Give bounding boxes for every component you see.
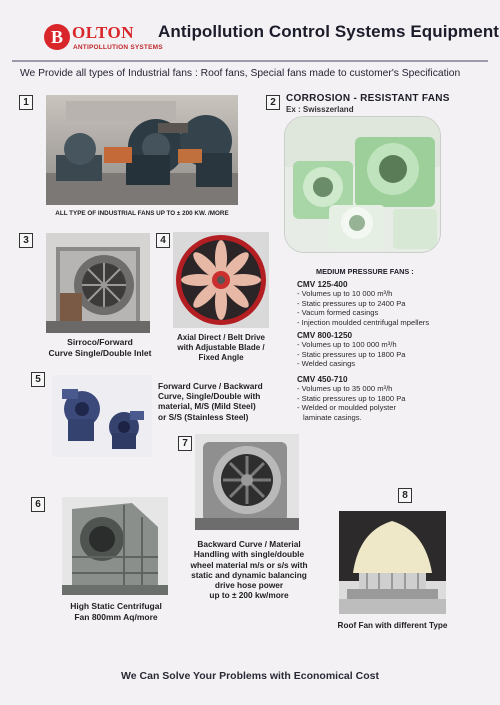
section-number-5: 5 [31, 372, 45, 387]
high-static-fan-photo [62, 497, 168, 595]
section-5-caption-line: or S/S (Stainless Steel) [158, 411, 249, 422]
header-divider [12, 60, 488, 62]
spec-line: - Volumes up to 35 000 m³/h [297, 384, 393, 393]
spec-model-name: CMV 800-1250 [297, 331, 353, 340]
section-5-caption [158, 381, 288, 422]
section-7-caption-line: Backward Curve / Material [197, 539, 301, 549]
medium-pressure-title: MEDIUM PRESSURE FANS : [316, 267, 414, 276]
section-5-caption-line: Curve, Single/Double with [158, 391, 261, 402]
section-4-caption-line: with Adjustable Blade / [177, 343, 265, 352]
corrosion-fans-subtitle: Ex : Swisszerland [286, 105, 354, 114]
spec-line: - Static pressures up to 2400 Pa [297, 298, 406, 308]
section-6-caption [54, 601, 178, 622]
logo-badge: B [44, 24, 70, 50]
spec-line: - Volumes up to 100 000 m³/h [297, 340, 397, 349]
section-number-7: 7 [178, 436, 192, 451]
page-title: Antipollution Control Systems Equipment [158, 22, 500, 41]
section-7-caption-line: static and dynamic balancing [191, 569, 307, 580]
section-5-caption-line: material, M/S (Mild Steel) [158, 401, 256, 412]
spec-model-name: CMV 450-710 [297, 375, 348, 384]
spec-line: - Static pressures up to 1800 Pa [297, 393, 406, 403]
section-6-caption-line: High Static Centrifugal [70, 601, 162, 611]
spec-line: - Welded or moulded polyster [297, 403, 397, 413]
company-logo [44, 22, 163, 52]
section-number-1: 1 [19, 95, 33, 110]
section-7-caption-line: up to ± 200 kw/more [209, 590, 289, 601]
spec-cmv-450-710 [297, 375, 492, 422]
industrial-fans-photo [46, 95, 238, 205]
section-7-caption-line: drive hose power [214, 580, 284, 591]
spec-model-name: CMV 125-400 [297, 280, 348, 289]
spec-line: - Static pressures up to 1800 Pa [297, 349, 406, 359]
spec-line: - Vacum formed casings [297, 308, 379, 318]
section-5-caption-line: Forward Curve / Backward [158, 381, 263, 391]
spec-line: laminate casings. [303, 412, 362, 422]
spec-cmv-125-400 [297, 280, 492, 327]
section-4-caption-line: Axial Direct / Belt Drive [176, 333, 266, 342]
section-7-caption [178, 539, 320, 601]
section-7-caption-line: wheel material m/s or s/s with [190, 559, 308, 570]
section-3-caption-line: Sirroco/Forward [67, 337, 133, 347]
section-1-caption: ALL TYPE OF INDUSTRIAL FANS UP TO ± 200 KW. /MORE [55, 210, 229, 217]
section-8-caption: Roof Fan with different Type [337, 621, 448, 630]
page-subheading: We Provide all types of Industrial fans : Roof fans, Special fans made to customer's Specification [20, 68, 461, 79]
corrosion-fans-title: CORROSION - RESISTANT FANS [286, 93, 450, 104]
roof-fan-photo [339, 511, 446, 614]
section-number-2: 2 [266, 95, 280, 110]
section-4-caption [163, 333, 279, 363]
section-4-caption-line: Fixed Angle [198, 353, 244, 362]
section-3-caption-line: Curve Single/Double Inlet [48, 347, 152, 358]
corrosion-fans-photo [284, 116, 441, 253]
section-3-caption [30, 337, 170, 358]
spec-line: - Welded casings [297, 359, 356, 369]
section-number-8: 8 [398, 488, 412, 503]
forward-backward-fans-photo [52, 375, 152, 457]
logo-tagline: ANTIPOLLUTION SYSTEMS [73, 44, 163, 51]
section-7-caption-line: Handling with single/double [193, 549, 305, 560]
sirroco-fan-photo [46, 233, 150, 333]
section-number-6: 6 [31, 497, 45, 512]
section-number-4: 4 [156, 233, 170, 248]
backward-curve-fan-photo [195, 434, 299, 530]
axial-fan-photo [173, 232, 269, 328]
spec-cmv-800-1250 [297, 331, 492, 369]
footer-tagline: We Can Solve Your Problems with Economical Cost [121, 670, 379, 682]
section-6-caption-line: Fan 800mm Aq/more [74, 611, 158, 622]
spec-line: - Injection moulded centrifugal mpellers [297, 317, 430, 327]
spec-line: - Volumes up to 10 000 m³/h [297, 289, 393, 298]
section-number-3: 3 [19, 233, 33, 248]
logo-name: OLTON [72, 23, 135, 42]
